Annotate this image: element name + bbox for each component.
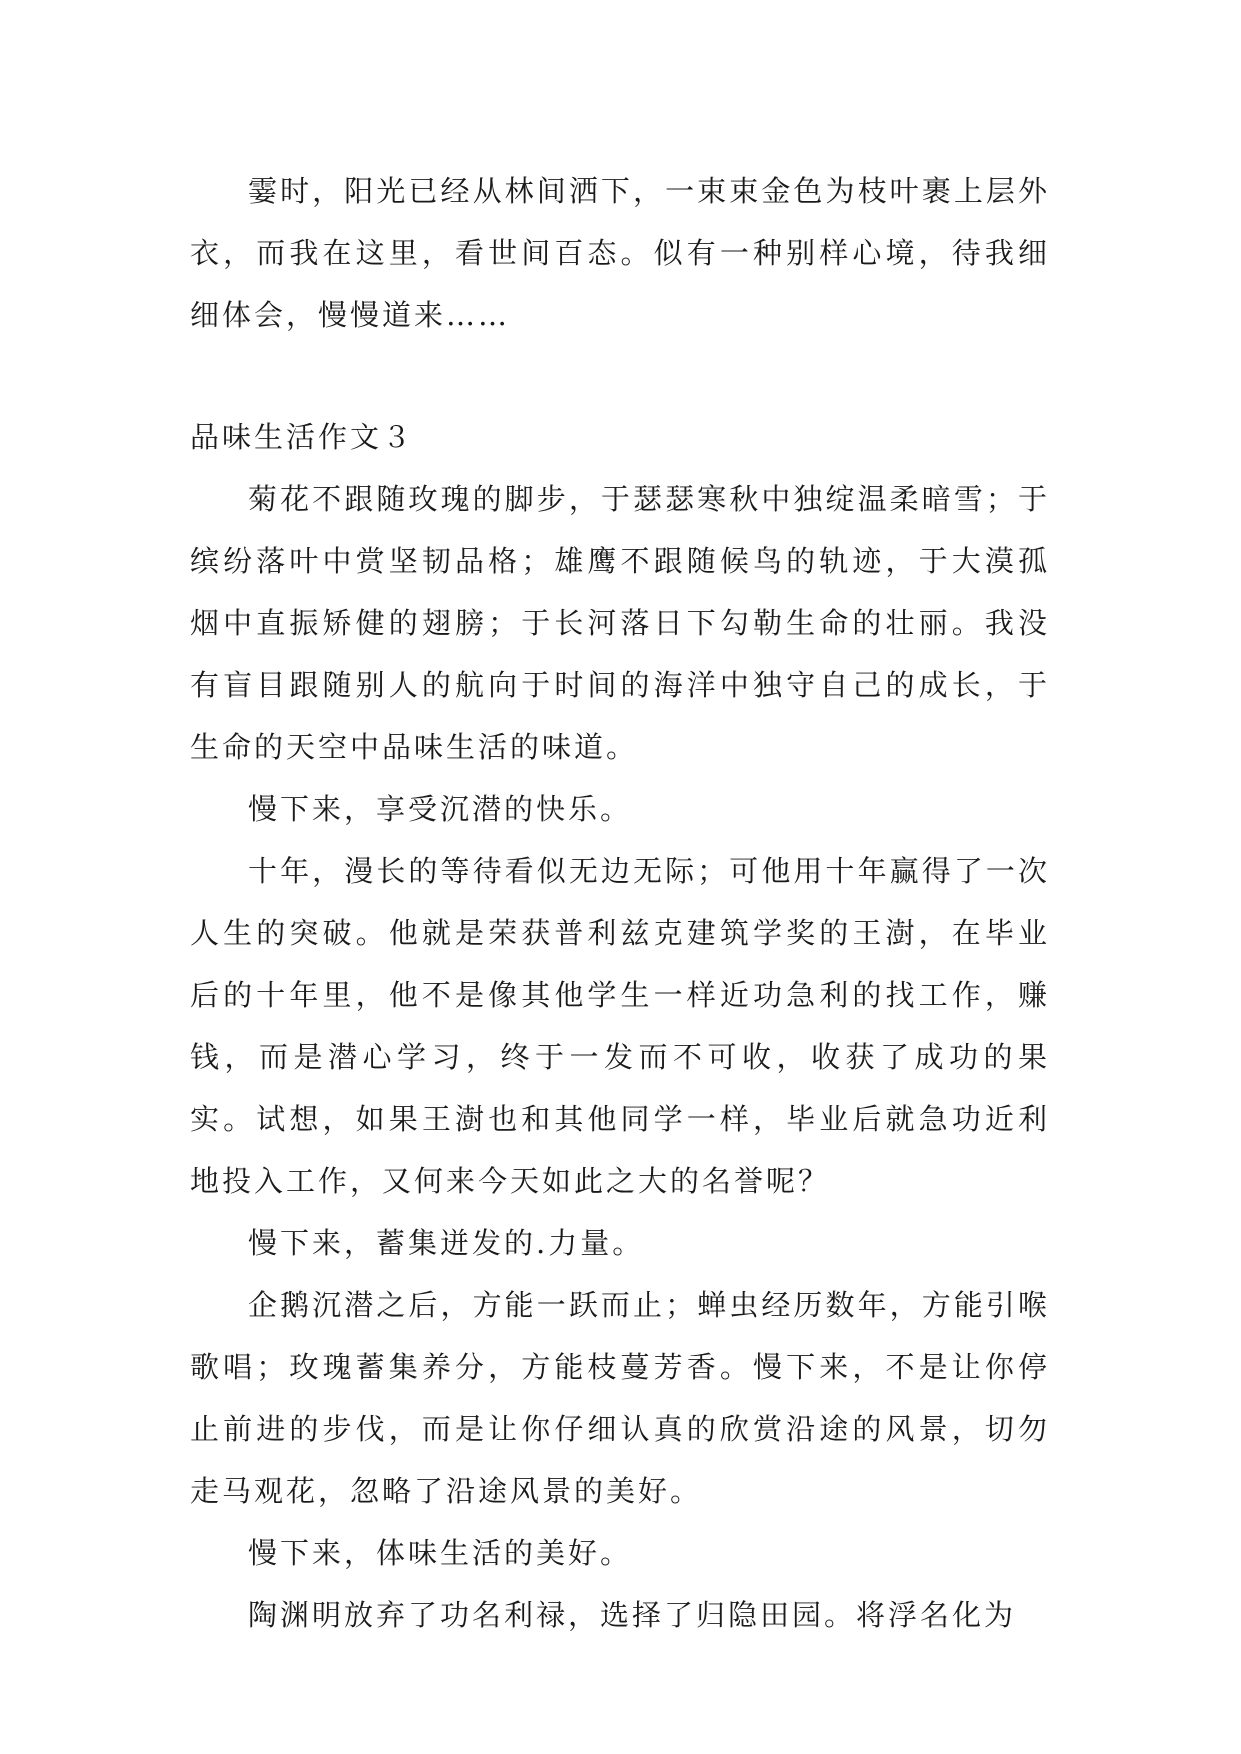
body-paragraph: 十年，漫长的等待看似无边无际；可他用十年赢得了一次人生的突破。他就是荣获普利兹克建筑学奖的王澍，在毕业后的十年里，他不是像其他学生一样近功急利的找工作，赚钱，而是潜心学习，终于一发而不可收，收获了成功的果实。试想，如果王澍也和其他同学一样，毕业后就急功近利地投入工作，又何来今天如此之大的名誉呢？ [190, 854, 1050, 1198]
body-paragraph: 慢下来，享受沉潜的快乐。 [248, 792, 633, 826]
section-heading: 品味生活作文３ [190, 420, 415, 454]
body-paragraph: 陶渊明放弃了功名利禄，选择了归隐田园。将浮名化为 [248, 1598, 1017, 1632]
body-paragraph: 企鹅沉潜之后，方能一跃而止；蝉虫经历数年，方能引喉歌唱；玫瑰蓄集养分，方能枝蔓芳香。慢下来，不是让你停止前进的步伐，而是让你仔细认真的欣赏沿途的风景，切勿走马观花，忽略了沿途风景的美好。 [190, 1288, 1050, 1508]
document-body [190, 160, 1050, 1646]
body-paragraph: 慢下来，蓄集迸发的.力量。 [248, 1226, 645, 1260]
intro-paragraph: 霎时，阳光已经从林间洒下，一束束金色为枝叶裹上层外衣，而我在这里，看世间百态。似有一种别样心境，待我细细体会，慢慢道来…… [190, 174, 1050, 332]
body-paragraph: 慢下来，体味生活的美好。 [248, 1536, 633, 1570]
body-paragraph: 菊花不跟随玫瑰的脚步，于瑟瑟寒秋中独绽温柔暗雪；于缤纷落叶中赏坚韧品格；雄鹰不跟随候鸟的轨迹，于大漠孤烟中直振矫健的翅膀；于长河落日下勾勒生命的壮丽。我没有盲目跟随别人的航向于时间的海洋中独守自己的成长，于生命的天空中品味生活的味道。 [190, 482, 1050, 764]
